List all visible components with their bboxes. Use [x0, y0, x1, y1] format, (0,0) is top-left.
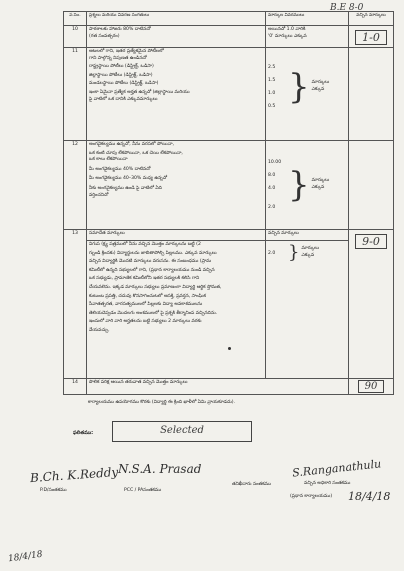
marks-values — [268, 61, 286, 113]
row-marks — [266, 141, 349, 230]
marks-line: అయినచో 1.0 వారికి — [268, 27, 306, 32]
marks-label-line: ఎక్కువ — [311, 185, 325, 190]
marks-label-line: మార్కులు — [311, 178, 330, 184]
criteria-line: కమిటీలో ఉన్నది సభ్యులలో గాని, (ప్రథాన కార్యాలయము నుండి వచ్చిన — [89, 267, 215, 273]
brace: } — [288, 242, 300, 263]
brace: } — [288, 67, 310, 107]
table-row-10 — [64, 26, 394, 48]
table-header-row — [64, 12, 394, 26]
criteria-line: చేయవలెను. ఇక్కడ మార్కులు సభ్యులు ప్రమాణంగా విద్యార్థి ఆర్థిక స్తోమత, — [89, 284, 222, 290]
marks-label — [312, 178, 330, 191]
criteria-line: మీ అంగవైకల్యము 40–30% మధ్య ఉన్నచో — [89, 176, 168, 182]
row-sno: 13 — [64, 230, 87, 379]
mark-value: 1.5 — [268, 78, 276, 83]
marks-line: '0' మార్కులు ఎక్కువ — [268, 33, 307, 39]
table-row-13-body — [64, 241, 394, 379]
criteria-line: కుటుంబ ప్రపత్తి, చదువు కొనసాగించుటలో ఆసక్తి, ప్రవర్తన, సాంఘిక — [89, 293, 206, 299]
date-left: 18/4/18 — [7, 549, 44, 565]
row-criteria: పొలిక పరిక్ష ఆయిన తరువాత వచ్చిన మొత్తం మార్కులు — [87, 379, 349, 395]
criteria-line: రాష్ట్రస్థాయి పోటీలు (డిస్ట్రిక్ట్, ఒడిసా) — [89, 64, 154, 70]
result-value: Selected — [160, 425, 204, 436]
criteria-line: ఇంకా ఏమైనా ప్రత్యేక అర్హత ఉన్నచో (జిల్లాస్థాయి మరియు — [89, 89, 190, 95]
header-marks-details: మార్కుల వివరములు — [266, 12, 349, 26]
criteria-line: అంగవైకల్యము ఉన్నచో, నీను వరసలో పోయినా, — [89, 142, 174, 147]
criteria-line: ఇందులో వారి వారి అర్హతలను బట్టి సభ్యులు 2 మార్కులు వరకు — [89, 319, 202, 325]
table-row-14 — [64, 379, 394, 395]
marks-label-line: మార్కులు — [301, 246, 320, 252]
hq-label: (ప్రథాన కార్యాలయము) — [290, 494, 333, 499]
officer-label: వచ్చిన అధికారి సంతకము — [304, 481, 351, 486]
awarded-value: 1-0 — [355, 30, 387, 45]
criteria-line: గాని పాల్గొన్న నిపుణత ఉండినచో — [89, 55, 147, 61]
row-criteria — [87, 48, 266, 141]
marks-values — [268, 156, 286, 214]
date-right: 18/4/18 — [348, 490, 391, 503]
row-marks — [266, 241, 349, 379]
row-awarded — [349, 230, 394, 379]
criteria-line: విగుప (క్ష్య పత్రములో నీను వచ్చిన మొత్తం మార్కులను బట్టి (2 — [89, 242, 201, 247]
row-marks — [266, 48, 349, 141]
mark-value: 8.0 — [268, 173, 276, 178]
criteria-line: ఒక కాలు లేకపోయినా — [89, 157, 128, 163]
corner-note: B.E 8-0 — [330, 3, 364, 13]
row-sno: 11 — [64, 48, 87, 141]
table-row-13-header — [64, 230, 394, 241]
mark-value: 0.5 — [268, 104, 276, 109]
row-sno: 12 — [64, 141, 87, 230]
row-awarded — [349, 48, 394, 141]
criteria-line: వేయవచ్చు. — [89, 327, 110, 333]
marks-label-line: ఎక్కువ — [311, 87, 325, 92]
criteria-line: గ్నుండి క్రిందకు) విద్యార్థులను జాబితాపోల్చి పిల్లలము. ఎక్కువ మార్కులు — [89, 250, 217, 256]
header-criteria: ప్రశ్నలు మరియు వివరణ సంగతులు — [87, 12, 266, 26]
row-criteria — [87, 26, 266, 48]
criteria-line: ఒక కంటి చూపు లేకపోయినా, ఒక చెయి లేకపోయినా, — [89, 150, 183, 156]
signature-left: B.Ch. K.Reddy — [29, 464, 119, 486]
marks-label — [301, 246, 319, 259]
criteria-line: మీ అంగవైకల్యము 40% దాటినచో — [89, 166, 151, 172]
result-label: ఫలితము: — [73, 430, 94, 436]
pcc-label: PCC / PAసంతకము — [124, 488, 162, 493]
mark-value: 10.00 — [268, 160, 282, 165]
table-row-11 — [64, 48, 394, 141]
criteria-line: ఆటలలో గాని, ఇతర ప్రత్యేకమైన పోటీలలో — [89, 49, 164, 54]
marks-table — [63, 11, 394, 395]
criteria-line: ఒక సభ్యుడు, ప్రామాణిక కమిటీలోని ఇతర సభ్యులకి కలిసి గాని — [89, 276, 200, 282]
mark-value: 1.0 — [268, 91, 276, 96]
row-marks-head: వచ్చిన మార్కులు — [266, 230, 349, 241]
inspector-label: తనిఖీదారు సంతకము — [232, 482, 271, 487]
mark-value: 4.0 — [268, 186, 276, 191]
criteria-line: నీకు అంగవైకల్యము ఉండి పై వాటిలో ఏది — [89, 185, 162, 191]
row-criteria-head: సమాచేత మార్కులు — [87, 230, 266, 241]
row-marks — [266, 26, 349, 48]
brace: } — [288, 165, 310, 205]
marks-label — [312, 80, 330, 93]
criteria-line: పై వాటిలో ఒక దానికి ఎక్కువమార్కులు — [89, 96, 158, 102]
pd-label: P.D/సంతకము — [40, 488, 67, 493]
ink-dot — [228, 347, 231, 350]
signature-right: S.Ranganathulu — [291, 457, 382, 480]
row-awarded — [349, 141, 394, 230]
signature-middle: N.S.A. Prasad — [118, 462, 202, 476]
header-awarded: వచ్చిన మార్కులు — [349, 12, 394, 26]
awarded-value: 9-0 — [355, 234, 387, 249]
criteria-line: సేవాతత్పరత, వారసత్వములలో పిల్లలకు విద్యా అవకాశములను — [89, 302, 203, 308]
awarded-value: 90 — [358, 380, 385, 393]
criteria-line: (గత సంవత్సరం) — [89, 33, 120, 39]
criteria-line: తెలియచెప్పడం మొదలగు అంశములలో పై ప్రశ్నకి తీర్మానింప వచ్చినదిను. — [89, 310, 218, 316]
office-use-note: కార్యాలయము ఉపయోగము కొరకు (విద్యార్థి ఈ క్రింది ఖాళీలో ఏమి వ్రాయకూడదు). — [88, 400, 236, 405]
criteria-line: జిల్లాస్థాయి పోటీలు (డిస్ట్రిక్ట్, ఒడిసా) — [89, 72, 153, 78]
mark-value: 2.5 — [268, 65, 276, 70]
marks-values — [268, 247, 286, 260]
mark-value: 2.0 — [268, 250, 276, 256]
header-sno: ప.సెం. — [64, 12, 87, 26]
criteria-line: మండలస్థాయి పోటీలు (డిస్ట్రిక్ట్, ఒడిసా) — [89, 81, 159, 87]
row-sno: 10 — [64, 26, 87, 48]
row-criteria — [87, 241, 266, 379]
mark-value: 2.0 — [268, 205, 276, 210]
row-awarded — [349, 379, 394, 395]
marks-label-line: మార్కులు — [311, 80, 330, 86]
criteria-line: వచ్చిన విద్యార్థికి మొదటి మార్కులు వరుసను. ఈ సంబంధము (ప్రామ — [89, 259, 212, 265]
row-awarded — [349, 26, 394, 48]
criteria-line: పాఠశాలకు హాజరు 80% దాటినచో — [89, 27, 151, 32]
criteria-line: వర్తించనిచో — [89, 192, 109, 198]
table-row-12 — [64, 141, 394, 230]
row-criteria — [87, 141, 266, 230]
marks-label-line: ఎక్కువ — [301, 253, 315, 258]
result-box — [112, 421, 252, 442]
row-sno: 14 — [64, 379, 87, 395]
